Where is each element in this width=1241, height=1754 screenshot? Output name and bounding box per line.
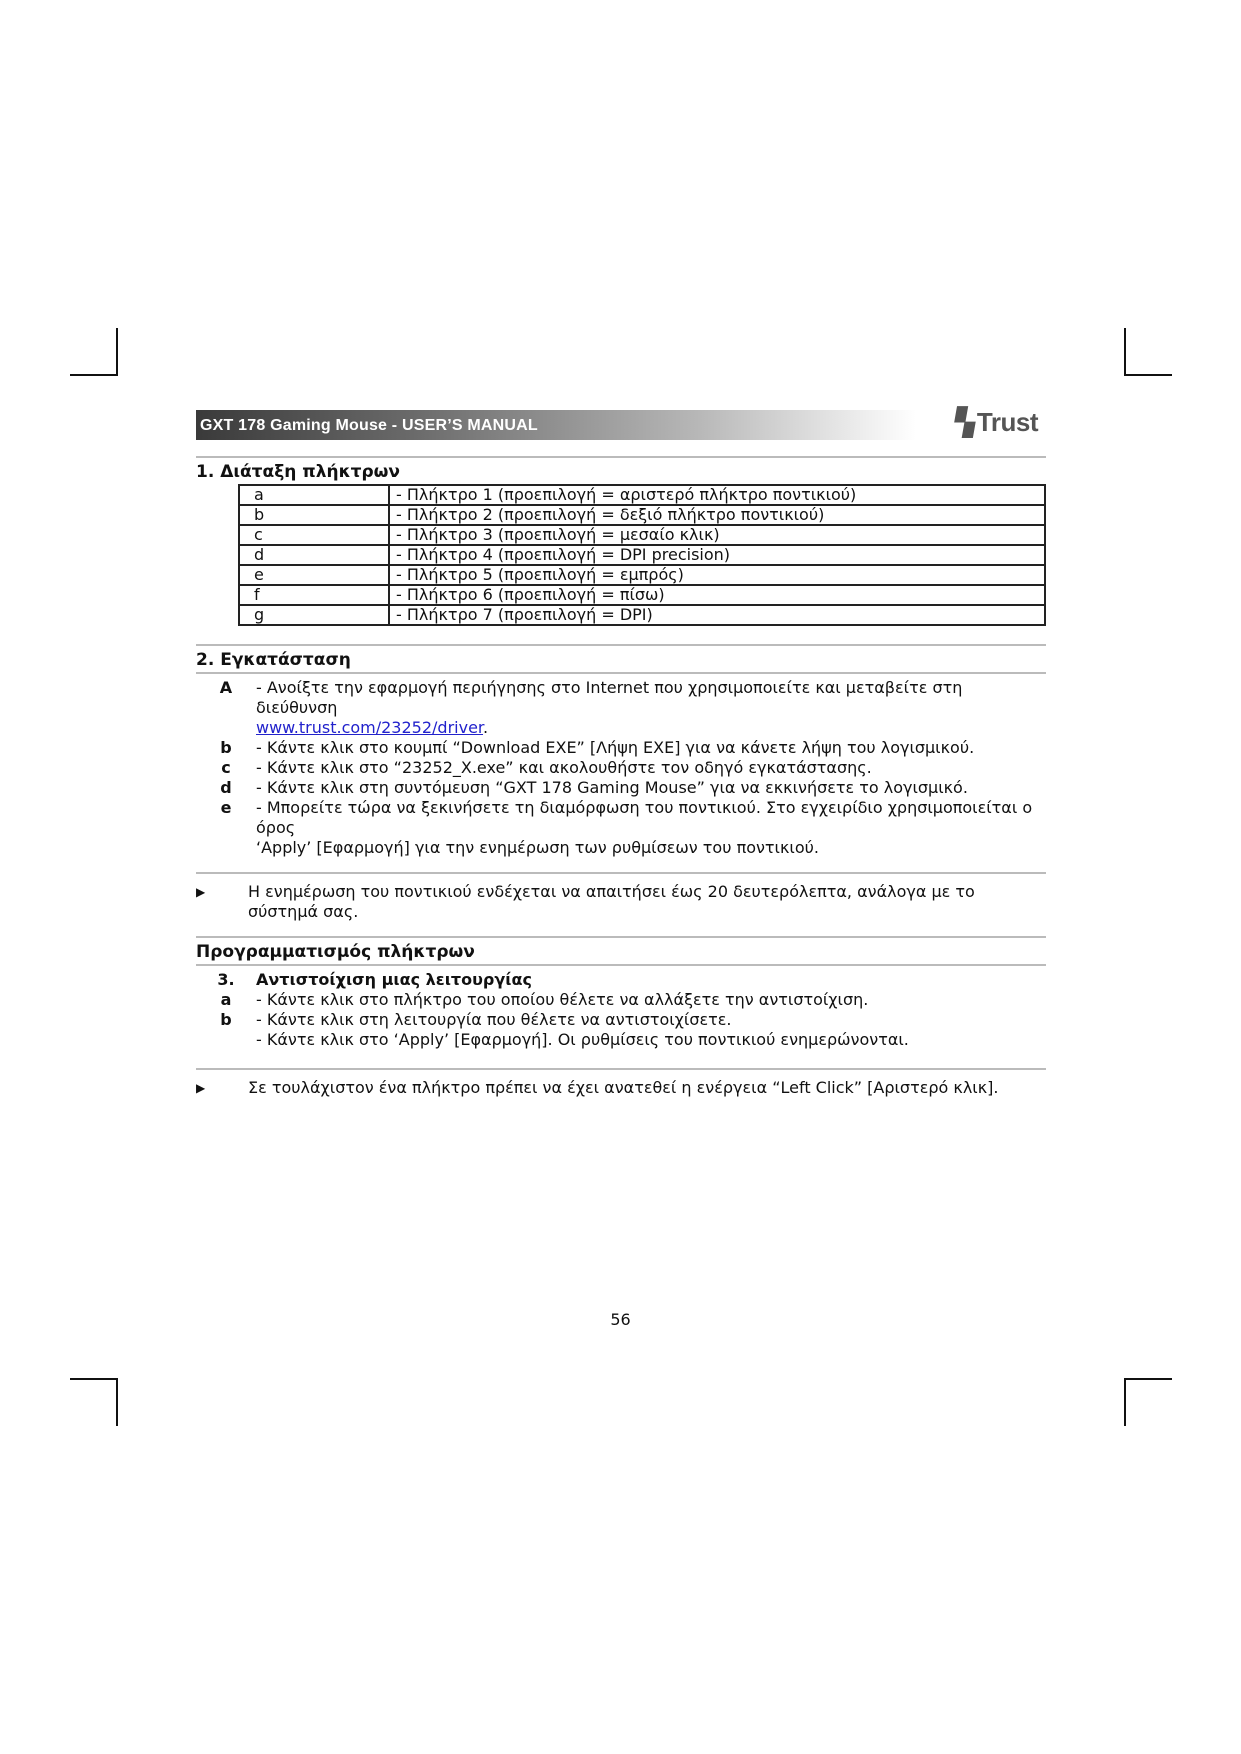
header-bar bbox=[196, 410, 916, 440]
button-key: c bbox=[239, 525, 389, 545]
step-label: c bbox=[221, 758, 231, 777]
button-description: - Πλήκτρο 6 (προεπιλογή = πίσω) bbox=[389, 585, 1045, 605]
table-row bbox=[239, 525, 1045, 545]
table-row bbox=[239, 545, 1045, 565]
button-description: - Πλήκτρο 5 (προεπιλογή = εμπρός) bbox=[389, 565, 1045, 585]
step-e-continuation: ‘Apply’ [Εφαρμογή] για την ενημέρωση των ρυθμίσεων του ποντικιού. bbox=[256, 838, 819, 857]
step-text: - Κάντε κλικ στο ‘Apply’ [Εφαρμογή]. Οι ρυθμίσεις του ποντικιού ενημερώνονται. bbox=[256, 1030, 909, 1049]
list-item bbox=[196, 798, 1046, 838]
divider bbox=[196, 456, 1046, 458]
button-description: - Πλήκτρο 2 (προεπιλογή = δεξιό πλήκτρο ποντικιού) bbox=[389, 505, 1045, 525]
arrow-bullet-icon: ▶ bbox=[196, 1081, 206, 1095]
arrow-bullet-icon: ▶ bbox=[196, 885, 206, 899]
subsection-title: Αντιστοίχιση μιας λειτουργίας bbox=[256, 970, 532, 989]
manual-page bbox=[196, 407, 1046, 1098]
trust-logo bbox=[952, 407, 1038, 437]
table-row bbox=[239, 565, 1045, 585]
divider bbox=[196, 964, 1046, 966]
section-title-installation: 2. Εγκατάσταση bbox=[196, 650, 351, 670]
divider bbox=[196, 936, 1046, 938]
list-item bbox=[196, 838, 1046, 858]
list-item bbox=[196, 738, 1046, 758]
crop-mark-bottom-right bbox=[1124, 1378, 1172, 1426]
button-key: f bbox=[239, 585, 389, 605]
step-label bbox=[196, 1030, 256, 1050]
button-description: - Πλήκτρο 4 (προεπιλογή = DPI precision) bbox=[389, 545, 1045, 565]
step-a-text: - Ανοίξτε την εφαρμογή περιήγησης στο Internet που χρησιμοποιείτε και μεταβείτε στη διεύθυνση bbox=[256, 678, 963, 717]
list-item bbox=[196, 1030, 1046, 1050]
button-description: - Πλήκτρο 3 (προεπιλογή = μεσαίο κλικ) bbox=[389, 525, 1045, 545]
step-label: b bbox=[220, 738, 232, 757]
trust-logo-icon: ▚ bbox=[952, 407, 978, 437]
step-label bbox=[196, 838, 256, 858]
note-update-time bbox=[196, 874, 1046, 922]
button-key: a bbox=[239, 485, 389, 505]
installation-steps bbox=[196, 678, 1046, 858]
section-title-layout: 1. Διάταξη πλήκτρων bbox=[196, 462, 401, 482]
button-key: e bbox=[239, 565, 389, 585]
crop-mark-top-left bbox=[70, 328, 118, 376]
step-label: A bbox=[219, 678, 233, 697]
page-header bbox=[196, 407, 1046, 440]
crop-mark-bottom-left bbox=[70, 1378, 118, 1426]
list-item bbox=[196, 1010, 1046, 1030]
step-a-after: . bbox=[483, 718, 489, 737]
page-number: 56 bbox=[610, 1310, 631, 1329]
button-key: d bbox=[239, 545, 389, 565]
manual-title: GXT 178 Gaming Mouse - USER’S MANUAL bbox=[200, 417, 538, 434]
step-text: - Κάντε κλικ στο πλήκτρο του οποίου θέλετε να αλλάξετε την αντιστοίχιση. bbox=[256, 990, 869, 1009]
trust-logo-text: Trust bbox=[976, 407, 1038, 437]
table-row bbox=[239, 605, 1045, 625]
button-layout-table bbox=[238, 484, 1046, 626]
button-key: b bbox=[239, 505, 389, 525]
subsection-number: 3. bbox=[217, 970, 235, 989]
step-label: e bbox=[220, 798, 232, 817]
divider bbox=[196, 644, 1046, 646]
assign-function-steps bbox=[196, 970, 1046, 1050]
list-item bbox=[196, 678, 1046, 738]
step-text bbox=[256, 678, 1046, 738]
step-text: - Κάντε κλικ στο κουμπί “Download EXE” [Λήψη EXE] για να κάνετε λήψη του λογισμικού. bbox=[256, 738, 975, 757]
button-key: g bbox=[239, 605, 389, 625]
note-text: Σε τουλάχιστον ένα πλήκτρο πρέπει να έχει ανατεθεί η ενέργεια “Left Click” [Αριστερό κλικ]. bbox=[248, 1078, 999, 1097]
note-text: Η ενημέρωση του ποντικιού ενδέχεται να απαιτήσει έως 20 δευτερόλεπτα, ανάλογα με το σύστημά σας. bbox=[248, 882, 975, 921]
step-text: - Κάντε κλικ στη συντόμευση “GXT 178 Gaming Mouse” για να εκκινήσετε το λογισμικό. bbox=[256, 778, 968, 797]
step-text: - Κάντε κλικ στο “23252_X.exe” και ακολουθήστε τον οδηγό εγκατάστασης. bbox=[256, 758, 872, 777]
list-item bbox=[196, 990, 1046, 1010]
list-item bbox=[196, 778, 1046, 798]
step-label: a bbox=[220, 990, 232, 1009]
section-title-programming: Προγραμματισμός πλήκτρων bbox=[196, 942, 475, 962]
table-row bbox=[239, 505, 1045, 525]
button-description: - Πλήκτρο 7 (προεπιλογή = DPI) bbox=[389, 605, 1045, 625]
divider bbox=[196, 672, 1046, 674]
crop-mark-top-right bbox=[1124, 328, 1172, 376]
table-row bbox=[239, 585, 1045, 605]
list-item bbox=[196, 758, 1046, 778]
step-text: - Κάντε κλικ στη λειτουργία που θέλετε να αντιστοιχίσετε. bbox=[256, 1010, 732, 1029]
step-label: b bbox=[220, 1010, 232, 1029]
note-left-click bbox=[196, 1070, 1046, 1098]
subsection-heading bbox=[196, 970, 1046, 990]
button-description: - Πλήκτρο 1 (προεπιλογή = αριστερό πλήκτρο ποντικιού) bbox=[389, 485, 1045, 505]
driver-link[interactable]: www.trust.com/23252/driver bbox=[256, 718, 484, 737]
table-row bbox=[239, 485, 1045, 505]
step-text: - Μπορείτε τώρα να ξεκινήσετε τη διαμόρφωση του ποντικιού. Στο εγχειρίδιο χρησιμοποιείται ο όρος bbox=[256, 798, 1033, 837]
step-label: d bbox=[220, 778, 232, 797]
